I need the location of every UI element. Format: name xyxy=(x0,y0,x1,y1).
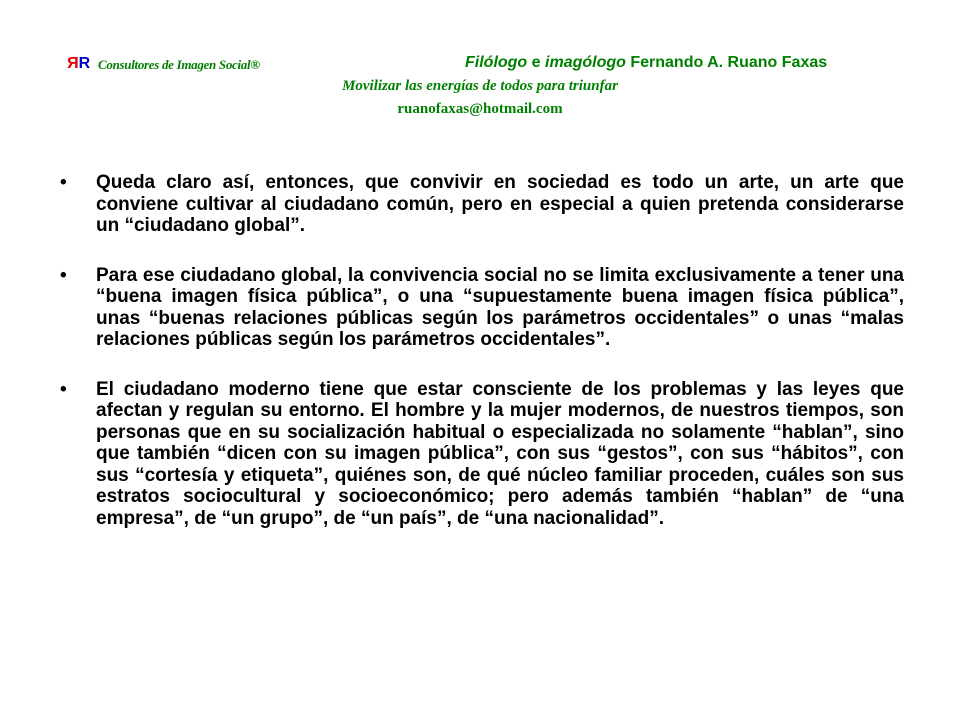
bullet-marker: • xyxy=(60,378,67,400)
contact-email: ruanofaxas@hotmail.com xyxy=(397,101,563,117)
company-name: Consultores de Imagen Social® xyxy=(98,57,260,72)
bullet-marker: • xyxy=(60,172,67,193)
list-item xyxy=(60,379,904,530)
bullet-marker: • xyxy=(60,264,67,286)
bullet-text: Para ese ciudadano global, la convivencia social no se limita exclusivamente a tener una “buena imagen física pública”, o una “supuestamente buena imagen física pública”, unas “buenas relaciones públicas según los parámetros occidentales” o unas “malas relaciones públicas según los parámetros occidentales”. xyxy=(96,264,904,350)
bullet-list xyxy=(60,172,904,557)
list-item xyxy=(60,265,904,351)
author-role-1: Filólogo xyxy=(465,54,528,71)
page-header xyxy=(0,0,960,130)
motto: Movilizar las energías de todos para triunfar xyxy=(342,78,618,94)
author-role-2: imagólogo xyxy=(545,54,626,71)
bullet-text: El ciudadano moderno tiene que estar consciente de los problemas y las leyes que afectan y regulan su entorno. El hombre y la mujer modernos, de nuestros tiempos, son personas que en su socialización habitual o especializada no solamente “hablan”, sino que también “dicen con su imagen pública”, con sus “gestos”, con sus “hábitos”, con sus “cortesía y etiqueta”, quiénes son, de qué núcleo familiar proceden, cuáles son sus estratos sociocultural y socioeconómico; pero además también “hablan” de “una empresa”, de “un grupo”, de “un país”, de “una nacionalidad”. xyxy=(96,378,904,529)
logo-letter-r: R xyxy=(78,55,91,72)
author-line xyxy=(465,54,827,72)
author-role-join: e xyxy=(531,54,541,71)
bullet-text: Queda claro así, entonces, que convivir en sociedad es todo un arte, un arte que conviene cultivar al ciudadano común, pero en especial a quien pretenda considerarse un “ciudadano global”. xyxy=(96,172,904,236)
logo-letter-mirrored-r: R xyxy=(67,55,79,72)
company-logo xyxy=(67,55,90,73)
list-item xyxy=(60,172,904,237)
author-name: Fernando A. Ruano Faxas xyxy=(630,54,828,71)
